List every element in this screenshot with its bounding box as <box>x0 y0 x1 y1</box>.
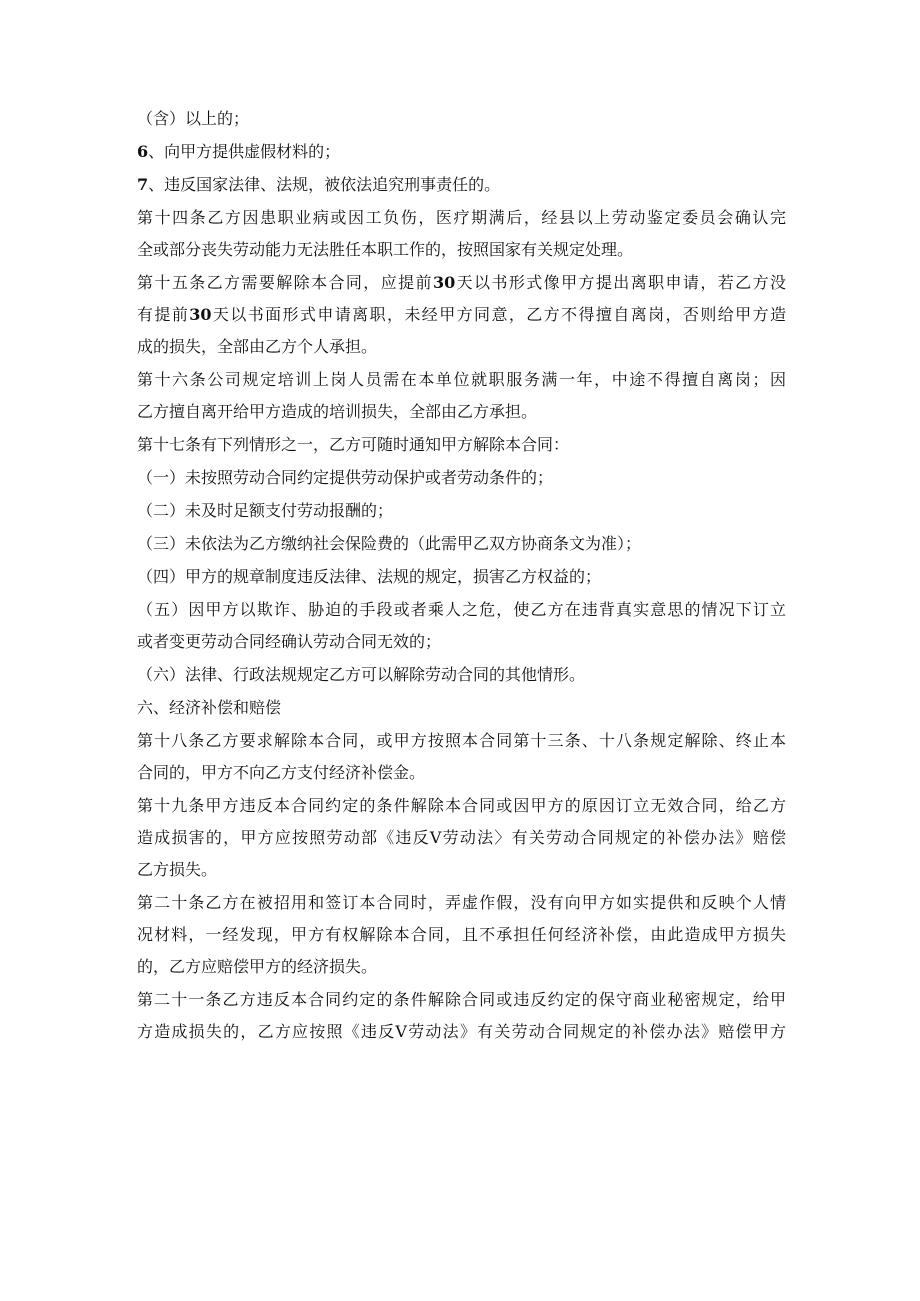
text-segment: （六）法律、行政法规规定乙方可以解除劳动合同的其他情形。 <box>137 665 586 684</box>
text-segment: 天以书面形式申请离职，未经甲方同意，乙方不得擅自离岗，否则给甲方造 <box>211 305 786 324</box>
text-segment: 天以书形式像甲方提出离职申请，若乙方没 <box>455 273 786 292</box>
text-line <box>137 369 786 390</box>
text-segment: （二）未及时足额支付劳动报酬的； <box>137 501 394 520</box>
text-segment: 第十六条公司规定培训上岗人员需在本单位就职服务满一年，中途不得擅自离岗；因 <box>137 370 786 389</box>
text-segment: （四）甲方的规章制度违反法律、法规的规定，损害乙方权益的； <box>137 567 602 586</box>
text-line <box>137 336 786 357</box>
text-line <box>137 697 786 718</box>
text-line <box>137 108 786 129</box>
text-segment: 第十八条乙方要求解除本合同，或甲方按照本合同第十三条、十八条规定解除、终止本 <box>137 731 786 750</box>
text-segment: 乙方擅自离开给甲方造成的培训损失，全部由乙方承担。 <box>137 402 538 421</box>
text-line <box>137 795 786 816</box>
bold-number: 30 <box>432 273 456 292</box>
text-segment: 第二十一条乙方违反本合同约定的条件解除合同或违反约定的保守商业秘密规定，给甲 <box>137 990 786 1009</box>
text-line <box>137 730 786 751</box>
text-line <box>137 827 786 848</box>
text-line <box>137 924 786 945</box>
text-line <box>137 599 786 620</box>
text-line <box>137 631 786 652</box>
text-segment: 第二十条乙方在被招用和签订本合同时，弄虚作假，没有向甲方如实提供和反映个人情 <box>137 893 786 912</box>
text-line <box>137 892 786 913</box>
bold-number: 30 <box>189 305 212 324</box>
text-line <box>137 1021 786 1042</box>
text-line <box>137 500 786 521</box>
text-line <box>137 989 786 1010</box>
text-segment: 成的损失，全部由乙方个人承担。 <box>137 337 378 356</box>
text-line <box>137 304 786 325</box>
text-segment: 的，乙方应赔偿甲方的经济损失。 <box>137 957 378 976</box>
text-line <box>137 533 786 554</box>
text-line <box>137 566 786 587</box>
text-line <box>137 956 786 977</box>
text-segment: 方造成损失的，乙方应按照《违反V劳动法》有关劳动合同规定的补偿办法》赔偿甲方 <box>137 1022 786 1041</box>
text-line <box>137 207 786 228</box>
text-line <box>137 174 786 195</box>
text-segment: 、向甲方提供虚假材料的； <box>148 142 341 161</box>
text-segment: 第十四条乙方因患职业病或因工负伤，医疗期满后，经县以上劳动鉴定委员会确认完 <box>137 208 786 227</box>
text-segment: 、违反国家法律、法规，被依法追究刑事责任的。 <box>148 175 501 194</box>
list-number: 6 <box>137 142 149 161</box>
text-line <box>137 434 786 455</box>
text-segment: （三）未依法为乙方缴纳社会保险费的（此需甲乙双方协商条文为准）； <box>137 534 642 553</box>
text-line <box>137 272 786 293</box>
text-segment: 第十五条乙方需要解除本合同，应提前 <box>137 273 433 292</box>
text-segment: 第十七条有下列情形之一，乙方可随时通知甲方解除本合同： <box>137 435 570 454</box>
text-segment: （含）以上的； <box>137 109 250 128</box>
text-segment: （五）因甲方以欺诈、胁迫的手段或者乘人之危，使乙方在违背真实意思的情况下订立 <box>137 600 786 619</box>
text-segment: 造成损害的，甲方应按照劳动部《违反V劳动法〉有关劳动合同规定的补偿办法》赔偿 <box>137 828 786 847</box>
contract-page <box>137 108 786 1054</box>
text-segment: 六、经济补偿和赔偿 <box>137 698 282 717</box>
text-segment: 第十九条甲方违反本合同约定的条件解除本合同或因甲方的原因订立无效合同，给乙方 <box>137 796 786 815</box>
text-segment: 全或部分丧失劳动能力无法胜任本职工作的，按照国家有关规定处理。 <box>137 240 634 259</box>
text-segment: 或者变更劳动合同经确认劳动合同无效的； <box>137 632 442 651</box>
text-segment: 合同的，甲方不向乙方支付经济补偿金。 <box>137 763 426 782</box>
text-line <box>137 401 786 422</box>
text-line <box>137 467 786 488</box>
text-segment: 况材料，一经发现，甲方有权解除本合同，且不承担任何经济补偿，由此造成甲方损失 <box>137 925 786 944</box>
text-segment: 有提前 <box>137 305 190 324</box>
list-number: 7 <box>137 175 149 194</box>
text-segment: （一）未按照劳动合同约定提供劳动保护或者劳动条件的； <box>137 468 554 487</box>
text-line <box>137 664 786 685</box>
text-segment: 乙方损失。 <box>137 860 218 879</box>
text-line <box>137 239 786 260</box>
text-line <box>137 141 786 162</box>
text-line <box>137 762 786 783</box>
text-line <box>137 859 786 880</box>
